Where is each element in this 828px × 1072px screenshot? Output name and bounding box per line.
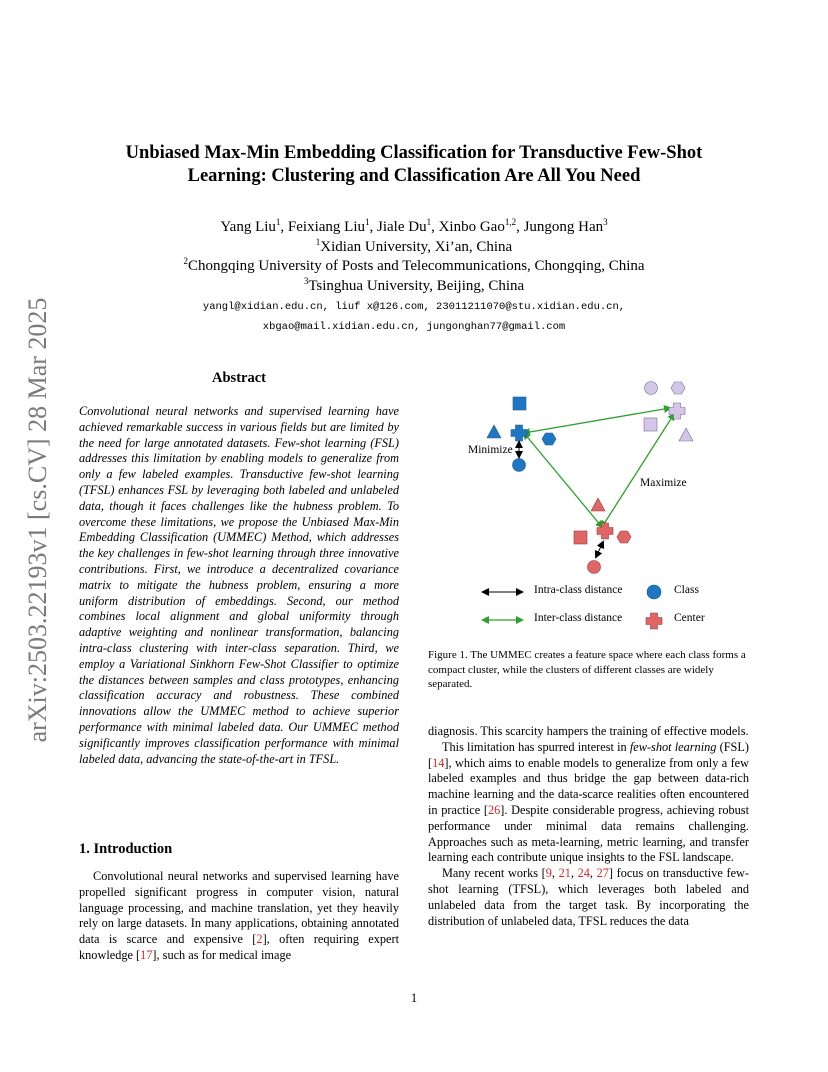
blue-class-cluster xyxy=(487,397,556,472)
author-name: Jungong Han xyxy=(523,219,604,235)
inter-class-arrow xyxy=(524,433,602,527)
red-center-cross xyxy=(597,523,613,539)
red-circle xyxy=(588,561,601,574)
right-column-text xyxy=(428,724,749,929)
paragraph: This limitation has spurred interest in few-shot learning (FSL) [14], which aims to enable models to generalize from only a few labeled examples and thus bridge the gap between data-rich machine learning and the data-scarce realities often encountered in practice [26]. Despite considerable progress, achieving robust performance under minimal data remains challenging. Approaches such as meta-learning, metric learning, and transfer learning each contribute unique insights to the FSL landscape. xyxy=(428,739,750,865)
citation-link[interactable]: 14 xyxy=(432,755,445,770)
author-name: Xinbo Gao xyxy=(438,219,505,235)
legend-inter-label: Inter-class distance xyxy=(534,612,623,624)
blue-circle xyxy=(513,459,526,472)
minimize-label: Minimize xyxy=(468,444,513,456)
author-affil-sup: 1 xyxy=(426,217,432,227)
paragraph: diagnosis. This scarcity hampers the training of effective models. xyxy=(428,724,749,738)
purple-circle xyxy=(645,382,658,395)
affiliation-2: $^2$Chongqing University of Posts and Telecommunications, Chongqing, China xyxy=(183,256,645,274)
red-class-cluster xyxy=(574,498,631,574)
purple-triangle xyxy=(679,428,693,441)
legend-center-cross xyxy=(646,613,662,629)
title-line-2: Learning: Clustering and Classification Are All You Need xyxy=(187,166,641,186)
maximize-label: Maximize xyxy=(640,477,687,489)
blue-triangle xyxy=(487,425,501,438)
abstract-heading: Abstract xyxy=(212,370,266,386)
citation-link[interactable]: 17 xyxy=(140,947,153,962)
intro-heading: 1. Introduction xyxy=(79,841,173,857)
intra-class-arrow xyxy=(596,542,603,557)
paper-title xyxy=(80,142,748,188)
intro-paragraph: Convolutional neural networks and supervised learning have propelled significant progress in computer vision, natural language processing, and machine translation, yet they heavily rely on large datasets. In many applications, obtaining annotated data is scarce and expensive [2], often requiring expert knowledge [17], such as for medical image xyxy=(79,869,399,962)
author-affil-sup: 3 xyxy=(603,217,608,227)
citation-link[interactable]: 2 xyxy=(256,932,263,947)
affiliation-3: $^3$Tsinghua University, Beijing, China xyxy=(303,275,525,294)
author-emails xyxy=(80,297,748,337)
figure-1-caption: Figure 1. The UMMEC creates a feature space where each class forms a compact cluster, while the clusters of different classes are widely separated. xyxy=(428,649,746,690)
blue-center-cross xyxy=(511,425,527,441)
blue-square xyxy=(513,397,526,410)
purple-center-cross xyxy=(669,403,685,419)
citation-link[interactable]: 27 xyxy=(596,866,609,881)
author-names: Yang Liu$^1$, Feixiang Liu$^1$, Jiale Du$^1$, Xinbo Gao$^{1,2}$, Jungong Han$^3$ xyxy=(220,217,608,235)
blue-hexagon xyxy=(542,433,556,445)
emails-line-2: xbgao@mail.xidian.edu.cn, jungonghan77@gmail.com xyxy=(262,321,566,333)
author-affil-sup: 1,2 xyxy=(504,217,517,227)
legend-class-label: Class xyxy=(674,584,699,596)
figure-1-diagram xyxy=(428,370,749,640)
red-square xyxy=(574,531,587,544)
citation-link[interactable]: 26 xyxy=(488,802,501,817)
citation-link[interactable]: 21 xyxy=(558,866,571,881)
figure-1 xyxy=(428,370,749,640)
arxiv-sidebar xyxy=(14,280,62,760)
paragraph: Many recent works [9, 21, 24, 27] focus on transductive few-shot learning (TFSL), which leverages both labeled and unlabeled data from the target task. By incorporating the distribution of unlabeled data, TFSL reduces the data xyxy=(428,866,750,928)
emails-line-1: yangl@xidian.edu.cn, liuf x@126.com, 23011211070@stu.xidian.edu.cn, xyxy=(202,301,626,313)
author-block xyxy=(80,218,748,296)
title-line-1: Unbiased Max-Min Embedding Classification for Transductive Few-Shot xyxy=(125,143,703,163)
author-name: Feixiang Liu xyxy=(287,219,365,235)
affiliation-1: $^1$Xidian University, Xi’an, China xyxy=(315,236,513,255)
page-number: 1 xyxy=(410,991,418,1005)
inter-class-arrow xyxy=(602,414,674,527)
purple-square xyxy=(644,418,657,431)
legend-class-circle xyxy=(647,585,661,599)
red-triangle xyxy=(591,498,605,511)
red-hexagon xyxy=(617,531,631,543)
citation-link[interactable]: 24 xyxy=(577,866,590,881)
arxiv-identifier: arXiv:2503.22193v1 [cs.CV] 28 Mar 2025 xyxy=(23,297,52,743)
citation-link[interactable]: 9 xyxy=(545,866,552,881)
legend-center-label: Center xyxy=(674,612,705,624)
abstract-text: Convolutional neural networks and supervised learning have achieved remarkable success in various fields but are limited by the need for large annotated datasets. Few-shot learning (FSL) addresses this limitation by enabling models to generalize from only a few labeled examples. Transductive few-shot learning (TFSL) enhances FSL by leveraging both labeled and unlabeled data, though it faces challenges like the hubness problem. To overcome these limitations, we propose the Unbiased Max-Min Embedding Classification (UMMEC) Method, which addresses the key challenges in few-shot learning through three innovative contributions. First, we introduce a decentralized covariance matrix to mitigate the hubness problem, ensuring a more uniform distribution of embeddings. Second, our method combines local alignment and global uniformity through adaptive weighting and nonlinear transformation, balancing intra-class clustering with inter-class separation. Third, we employ a Variational Sinkhorn Few-Shot Classifier to optimize the distances between samples and class prototypes, enhancing classification accuracy and robustness. These combined innovations allow the UMMEC method to achieve superior performance with minimal labeled data. Our UMMEC method significantly improves classification performance with minimal labeled data, advancing the state-of-the-art in TFSL. xyxy=(79,404,399,766)
legend-intra-label: Intra-class distance xyxy=(534,584,623,596)
purple-hexagon xyxy=(671,382,685,394)
author-affil-sup: 1 xyxy=(275,217,281,227)
author-affil-sup: 1 xyxy=(365,217,370,227)
author-name: Jiale Du xyxy=(377,219,427,235)
author-name: Yang Liu xyxy=(220,219,276,235)
